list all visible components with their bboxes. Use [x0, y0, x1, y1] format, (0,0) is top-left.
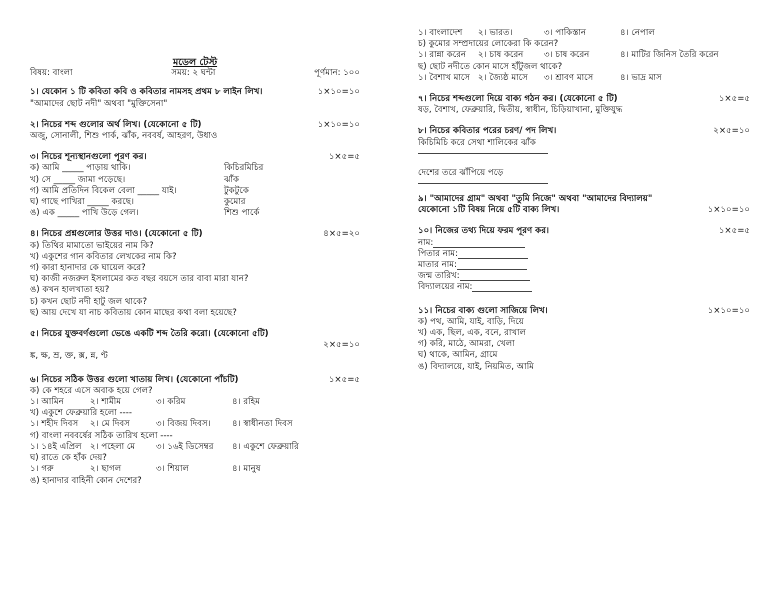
question-10-text: ১০। নিজের তথ্য দিয়ে ফরম পূরণ কর।	[418, 226, 549, 237]
blank-line	[458, 249, 528, 259]
question-7-text: ৭। নিচের শব্দগুলো দিয়ে বাক্য গঠন কর। (যেকোনো ৫ টি)	[418, 94, 618, 105]
fill-item: গ) আমি প্রতিদিন বিকেল বেলা _____ যাই। টুকটুকে	[30, 185, 249, 196]
answer-line	[418, 183, 548, 184]
fill-item: ঙ) এক _____ পাখি উড়ে গেল। শিশু পার্কে	[30, 208, 260, 219]
fill-item: ক) আমি _____ পাড়ায় থাকি। কিচিরমিচির	[30, 163, 264, 174]
full-marks-label: পূর্ণমান: ১০০	[314, 68, 360, 79]
question-5-sub: ঙ্ক, ক্ষ, ম্র, ক্ত, ক্স, ন্ন, ণ্ট	[30, 351, 108, 362]
mcq-options	[30, 397, 360, 408]
mcq-option: ২। ভারত।	[478, 28, 513, 38]
question-5-text: ৫। নিচের যুক্তবর্ণগুলো ভেঙে একটি শব্দ তৈরি করো। (যেকোনো ৫টি)	[30, 329, 269, 340]
list-item: গ) কারা হানাদার কে ঘায়েল করে?	[30, 263, 146, 274]
form-field: জন্ম তারিখ:	[418, 271, 758, 282]
question-11-text: ১১। নিচের বাক্য গুলো সাজিয়ে লিখ।	[418, 305, 548, 316]
list-item: ঘ) থাকে, আমিন, গ্রামে	[418, 350, 498, 361]
mcq-option: ১। আমিন	[30, 397, 64, 408]
mcq-option: ৩। ১৬ই ডিসেম্বর	[156, 441, 214, 452]
form-field: মাতার নাম:	[418, 260, 758, 271]
question-3-text: ৩। নিচের শূন্যস্থানগুলো পূরণ কর।	[30, 152, 147, 163]
poem-line-1: কিচিমিচি করে সেথা শালিকের ঝাঁক	[418, 137, 536, 148]
question-11	[418, 306, 758, 317]
question-2-marks: ১×১০=১০	[317, 119, 360, 130]
mcq-option: ৩। চাষ করেন	[544, 50, 590, 61]
form-fields	[418, 238, 758, 294]
mcq-question: গ) বাংলা নববর্ষের সঠিক তারিখ হলো ----	[30, 430, 173, 441]
question-8-text: ৮। নিচের কবিতার পরের চরণ/ পদ লিখ।	[418, 126, 557, 137]
mcq-option: ১। শহীদ দিবস	[30, 419, 79, 430]
list-item: খ) একুশের গান কবিতার লেখকের নাম কি?	[30, 251, 177, 262]
mcq-options	[30, 419, 360, 430]
mcq-option: ৪। স্বাধীনতা দিবস	[232, 419, 293, 430]
mcq-option: ৪। একুশে ফেব্রুয়ারি	[232, 441, 299, 452]
form-field: নাম:	[418, 238, 758, 249]
mcq-question: খ) একুশে ফেব্রুয়ারি হলো ----	[30, 408, 132, 419]
question-1-sub: "আমাদের ছোট নদী" অথবা "মুক্তিসেনা"	[30, 98, 168, 109]
question-3	[30, 152, 360, 163]
question-6-marks: ১×৫=৫	[328, 374, 360, 385]
mcq-option: ১। ১৪ই এপ্রিল	[30, 441, 82, 452]
question-2	[30, 120, 360, 131]
question-4-marks: ৪×৫=২০	[323, 229, 360, 240]
mcq-option: ৩। বিজয় দিবস।	[156, 419, 211, 430]
mcq-option: ২। চাষ করেন	[478, 50, 524, 61]
mcq-option: ৪। রহিম	[232, 397, 260, 408]
question-3-items	[30, 163, 360, 219]
blank-line	[457, 260, 527, 270]
mcq-option: ২। ছাগল	[90, 464, 122, 475]
question-6-items	[30, 386, 360, 487]
question-9	[418, 205, 758, 216]
mcq-option: ২। পহেলা মে	[90, 441, 136, 452]
question-2-sub: অজু, সোনালী, শিশু পার্ক, ঝাঁক, নববর্ষ, আহরণ, উধাও	[30, 131, 218, 142]
question-2-text: ২। নিচের শব্দ গুলোর অর্থ লিখ। (যেকোনো ৫ টি)	[30, 119, 202, 130]
exam-header-row	[30, 68, 360, 79]
list-item: ঙ) বিদ্যালয়ে, যাই, নিয়মিত, আমি	[418, 361, 534, 372]
list-item: গ) করি, মাঠে, আমরা, খেলা	[418, 339, 515, 350]
question-7-marks: ১×৫=৫	[718, 94, 750, 105]
fill-item: ঘ) গাছে পাখিরা _____ করছে। কুমোর	[30, 197, 246, 208]
poem-line-2: দেশের তরে ঝাঁপিয়ে পড়ে	[418, 167, 504, 178]
question-10	[418, 226, 758, 237]
question-8-marks: ২×৫=১০	[713, 126, 750, 137]
mcq-option: ৩। শিয়াল	[156, 464, 189, 475]
mcq-options	[418, 50, 758, 61]
mcq-question: চ) কুমোর সম্প্রদায়ের লোকেরা কি করেন?	[418, 39, 559, 50]
question-10-marks: ১×৫=৫	[718, 226, 750, 237]
blank-line	[472, 282, 532, 292]
question-9-marks: ১×১০=১০	[707, 205, 750, 216]
fill-item: খ) সে _____ জামা পড়েছে। ঝাঁক	[30, 174, 240, 185]
form-field: পিতার নাম:	[418, 249, 758, 260]
mcq-options	[30, 442, 360, 453]
mcq-option: ৪। মানুষ	[232, 464, 261, 475]
question-7-sub: ষড়, বৈশাখ, ফেব্রুয়ারি, দ্বিতীয়, স্বাধীন, চিড়িয়াখানা, মুক্তিযুদ্ধ	[418, 105, 623, 116]
mcq-option: ৪। ভাদ্র মাস	[620, 72, 662, 83]
mcq-question: ছ) ছোট নদীতে কোন মাসে হাঁটুজল থাকে?	[418, 61, 563, 72]
list-item: ঙ) কখন হালখাতা হয়?	[30, 285, 110, 296]
question-1-marks: ১×১০=১০	[317, 87, 360, 98]
question-6	[30, 375, 360, 386]
list-item: ক) পথ, আমি, যাই, বাড়ি, দিয়ে	[418, 316, 524, 327]
question-4	[30, 229, 360, 240]
list-item: ছ) আয় দেখে যা নাচ কবিতায় কোন মাছের কথা বলা হয়েছে?	[30, 307, 237, 318]
question-6-text: ৬। নিচের সঠিক উত্তর গুলো খাতায় লিখ। (যেকোনো পাঁচটি)	[30, 374, 239, 385]
mcq-option: ১। রান্না করেন	[418, 50, 467, 61]
mcq-option: ৩। পাকিস্তান	[544, 28, 586, 38]
question-11-items	[418, 317, 758, 373]
question-6-continued	[418, 28, 758, 84]
mcq-option: ৩। করিম	[156, 397, 186, 408]
question-1-text: ১। যেকোন ১ টি কবিতা কবি ও কবিতার নামসহ প্রথম ৮ লাইন লিখ।	[30, 87, 263, 98]
mcq-options	[418, 73, 758, 84]
mcq-options	[30, 464, 360, 475]
question-7	[418, 94, 758, 105]
blank-line	[433, 238, 525, 248]
mcq-question: ঘ) রাতে কে হাঁক দেয়?	[30, 453, 107, 464]
question-4-text: ৪। নিচের প্রশ্নগুলোর উত্তর দাও। (যেকোনো ৫ টি)	[30, 229, 203, 240]
form-field: বিদ্যালয়ের নাম:	[418, 282, 758, 293]
question-9-text: ৯। "আমাদের গ্রাম" অথবা "তুমি নিজে" অথবা "আমাদের বিদ্যালয়"	[418, 194, 653, 205]
mcq-question: ঙ) হানাদার বাহিনী কোন দেশের?	[30, 475, 142, 486]
mcq-option: ২। শামীম	[90, 397, 121, 408]
mcq-question: ক) কে শহরে এসে অবাক হয়ে গেল?	[30, 385, 153, 396]
question-5-marks: ২×৫=১০	[323, 340, 360, 351]
mcq-option: ৪। মাটির জিনিস তৈরি করেন	[620, 50, 719, 61]
answer-line	[418, 153, 548, 154]
question-3-marks: ১×৫=৫	[328, 152, 360, 163]
question-1	[30, 87, 360, 98]
time-label: সময়: ২ ঘন্টা	[171, 68, 216, 79]
mcq-option: ২। জ্যৈষ্ঠ মাসে	[478, 72, 528, 83]
mcq-option: ৩। শ্রাবণ মাসে	[544, 72, 594, 83]
mcq-option: ১। বাংলাদেশ	[418, 28, 463, 38]
list-item: খ) এক, ছিল, এক, বনে, রাখাল	[418, 328, 526, 339]
question-9-text2: যেকোনো ১টি বিষয় নিয়ে ৫টি বাক্য লিখ।	[418, 205, 560, 216]
right-column	[418, 0, 758, 373]
mcq-option: ৪। নেপাল	[620, 28, 655, 38]
subject-label: বিষয়: বাংলা	[30, 68, 73, 79]
mcq-option: ২। মে দিবস	[90, 419, 130, 430]
exam-title: মডেল টেস্ট	[172, 57, 218, 68]
list-item: ক) তিথির মামাতো ভাইয়ের নাম কি?	[30, 240, 154, 251]
question-11-marks: ১×১০=১০	[707, 305, 750, 316]
blank-line	[460, 271, 530, 281]
question-4-items	[30, 241, 360, 319]
question-8	[418, 126, 758, 137]
list-item: চ) কখন ছোট নদী হাটু জল থাকে?	[30, 296, 148, 307]
mcq-option: ১। গরু	[30, 464, 54, 475]
list-item: ঘ) কাজী নজরুল ইসলামের কত বছর বয়সে তার বাবা মারা যান?	[30, 274, 249, 285]
mcq-option: ১। বৈশাখ মাসে	[418, 72, 470, 83]
left-column	[30, 0, 360, 487]
mcq-options	[418, 28, 758, 39]
